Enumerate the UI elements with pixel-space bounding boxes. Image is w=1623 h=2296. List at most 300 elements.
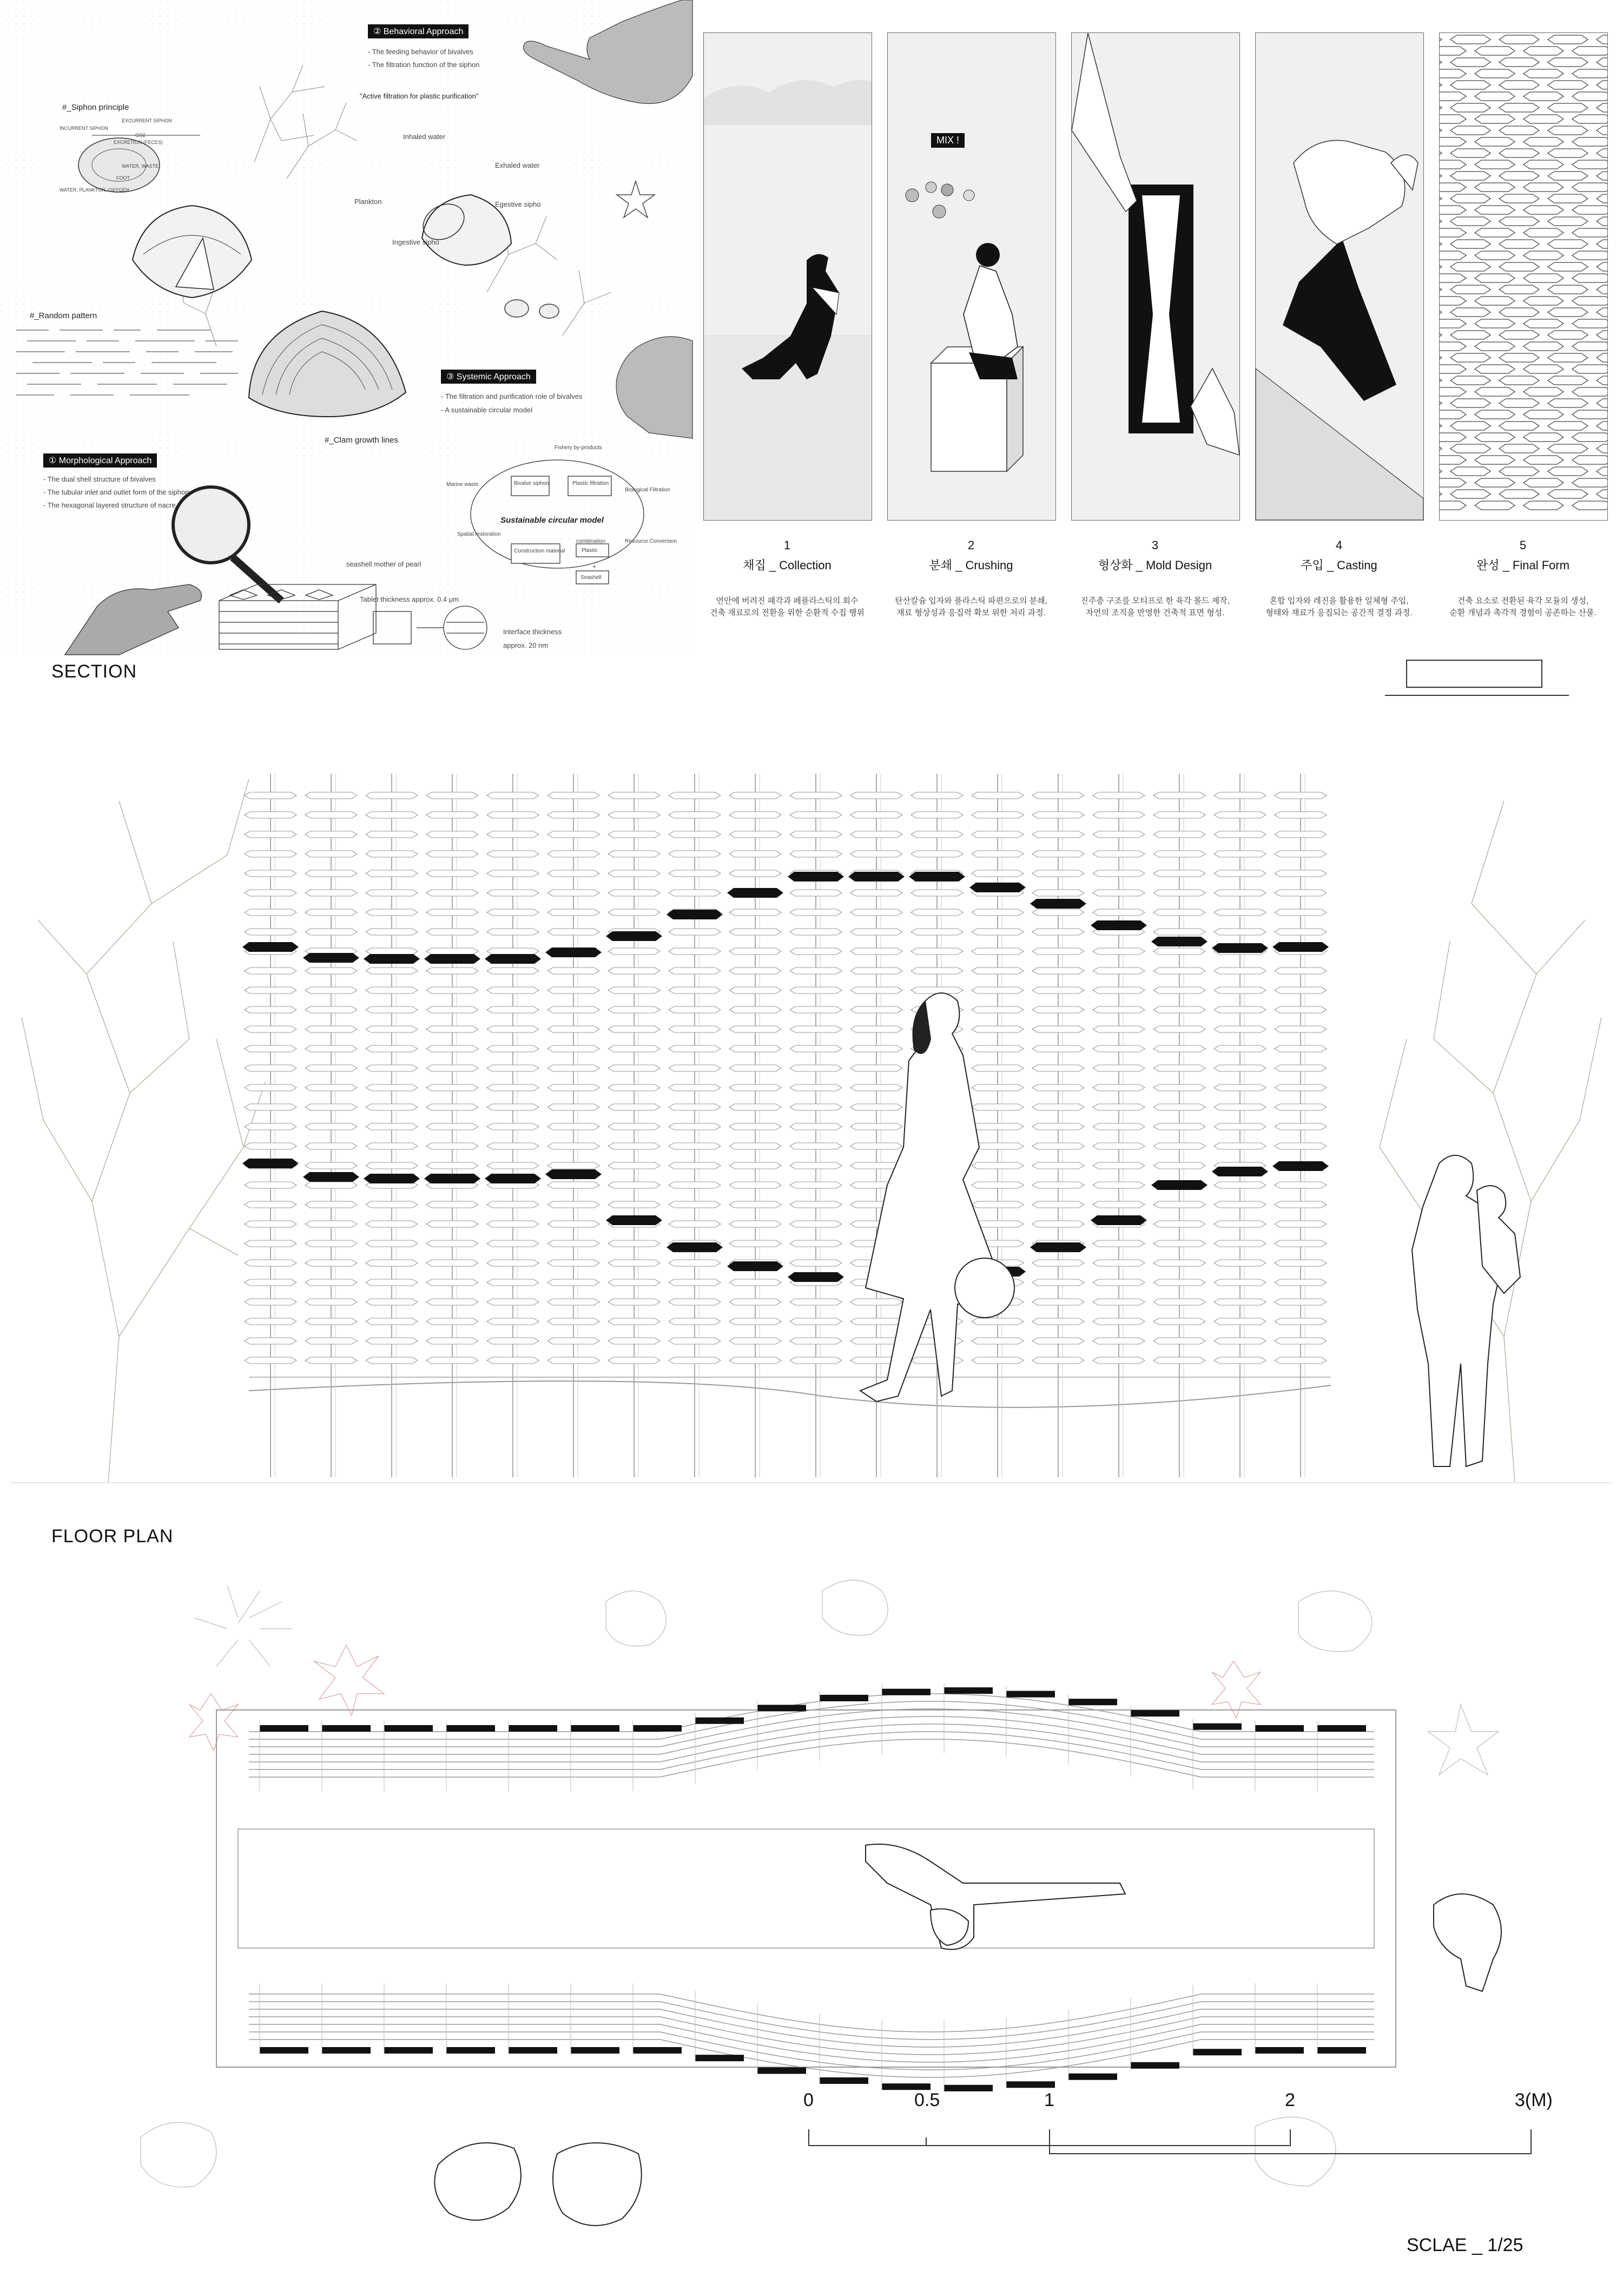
shell-plate bbox=[487, 1006, 539, 1013]
shell-plate bbox=[1153, 968, 1205, 974]
shell-plate bbox=[305, 1123, 357, 1130]
shell-plate bbox=[547, 1182, 599, 1188]
hex-module bbox=[1450, 103, 1490, 112]
shell-plate bbox=[1214, 1338, 1266, 1344]
shell-plate bbox=[245, 1201, 296, 1208]
shell-plate bbox=[790, 1026, 842, 1032]
shell-plate bbox=[1214, 1065, 1266, 1071]
shell-plate bbox=[850, 987, 902, 994]
shell-plate bbox=[729, 929, 781, 935]
shell-plate bbox=[1214, 1357, 1266, 1364]
shell-plate bbox=[972, 812, 1024, 818]
tree-left bbox=[22, 779, 265, 1483]
shell-plate bbox=[972, 1006, 1024, 1013]
shell-plate bbox=[850, 929, 902, 935]
nacre-block bbox=[214, 579, 387, 655]
shell-plate bbox=[1093, 831, 1145, 838]
shell-plate bbox=[1153, 948, 1205, 955]
hand-sketch-2 bbox=[584, 325, 692, 444]
shell-plate bbox=[426, 1279, 478, 1286]
shell-plate bbox=[729, 1338, 781, 1344]
shell-plate bbox=[1153, 1338, 1205, 1344]
hex-module bbox=[1499, 35, 1539, 44]
plate-accent bbox=[446, 1725, 495, 1732]
shell-plate bbox=[972, 870, 1024, 877]
hex-module bbox=[1439, 342, 1466, 351]
shell-plate bbox=[487, 1240, 539, 1247]
shell-plate bbox=[608, 1240, 660, 1247]
hex-module bbox=[1548, 331, 1588, 339]
clam-shell-large bbox=[241, 300, 414, 425]
shell-plate bbox=[972, 1162, 1024, 1169]
shell-plate bbox=[1214, 1260, 1266, 1266]
shell-plate bbox=[669, 1006, 721, 1013]
siphon-label: EXCURRENT SIPHON bbox=[122, 118, 172, 123]
shell-plate-accent bbox=[1151, 937, 1208, 946]
shell-plate bbox=[305, 1338, 357, 1344]
hex-module bbox=[1439, 69, 1466, 78]
shell-plate bbox=[729, 968, 781, 974]
shell-plate bbox=[366, 1279, 418, 1286]
shell-plate bbox=[366, 1338, 418, 1344]
mold-illustration bbox=[1072, 33, 1239, 520]
shell-plate bbox=[1153, 1084, 1205, 1091]
shell-plate bbox=[305, 987, 357, 994]
shell-plate bbox=[245, 1357, 296, 1364]
behavioral-quote: "Active filtration for plastic purification" bbox=[360, 92, 479, 100]
shell-plate bbox=[366, 870, 418, 877]
hex-module bbox=[1439, 376, 1442, 385]
shell-plate bbox=[972, 929, 1024, 935]
hex-module bbox=[1596, 35, 1608, 44]
behavioral-label: Egestive sipho bbox=[495, 200, 541, 208]
shell-plate bbox=[729, 1026, 781, 1032]
hex-module bbox=[1475, 342, 1515, 351]
shell-plate bbox=[1032, 1104, 1084, 1110]
plate-accent bbox=[322, 2047, 371, 2054]
shell-plate bbox=[850, 1104, 902, 1110]
hex-module bbox=[1475, 501, 1515, 510]
scale-bar bbox=[806, 2116, 1563, 2159]
shell-plate bbox=[608, 792, 660, 799]
shell-plate bbox=[790, 1162, 842, 1169]
morphological-approach-tag: ① Morphological Approach bbox=[43, 453, 157, 468]
shell-plate bbox=[426, 1162, 478, 1169]
shell-plate bbox=[1032, 929, 1084, 935]
shell-plate bbox=[1153, 890, 1205, 896]
shell-plate bbox=[850, 948, 902, 955]
shell-plate-accent bbox=[727, 1261, 783, 1271]
shell-plate bbox=[245, 812, 296, 818]
shell-plate bbox=[1032, 792, 1084, 799]
shell-plate bbox=[1032, 1084, 1084, 1091]
hex-module bbox=[1439, 353, 1442, 362]
hex-module bbox=[1596, 262, 1608, 271]
person-plan-view bbox=[1434, 1894, 1501, 1991]
shell-plate bbox=[245, 987, 296, 994]
shell-plate bbox=[1214, 1104, 1266, 1110]
hex-module bbox=[1439, 501, 1466, 510]
shell-plate bbox=[972, 1123, 1024, 1130]
shell-plate bbox=[1275, 1084, 1327, 1091]
hex-module bbox=[1596, 217, 1608, 226]
shell-plate bbox=[547, 929, 599, 935]
hex-module bbox=[1499, 262, 1539, 271]
shell-plate bbox=[305, 1143, 357, 1149]
shell-plate bbox=[1275, 968, 1327, 974]
shell-plate bbox=[1093, 1045, 1145, 1052]
shell-plate bbox=[669, 792, 721, 799]
shell-plate bbox=[1032, 1357, 1084, 1364]
shell-plate bbox=[1093, 1201, 1145, 1208]
hex-module bbox=[1499, 126, 1539, 135]
shell-plate bbox=[911, 812, 963, 818]
hex-module bbox=[1439, 444, 1442, 453]
hex-module bbox=[1499, 353, 1539, 362]
shell-plate bbox=[1093, 1318, 1145, 1325]
shell-plate bbox=[972, 1357, 1024, 1364]
hex-module bbox=[1596, 194, 1608, 203]
hex-module bbox=[1596, 490, 1608, 498]
hex-module bbox=[1596, 331, 1608, 339]
hex-module bbox=[1499, 308, 1539, 317]
shell-plate bbox=[305, 1260, 357, 1266]
hex-module bbox=[1548, 467, 1588, 476]
shell-plate bbox=[1093, 1260, 1145, 1266]
hex-module bbox=[1439, 172, 1442, 180]
plate-accent bbox=[322, 1725, 371, 1732]
behavioral-label: Inhaled water bbox=[403, 133, 446, 141]
hex-module bbox=[1475, 183, 1515, 192]
shell-plate bbox=[1032, 1338, 1084, 1344]
final-form-illustration bbox=[1440, 33, 1607, 520]
shell-plate bbox=[245, 1182, 296, 1188]
shell-plate bbox=[850, 890, 902, 896]
shell-plate bbox=[366, 1201, 418, 1208]
shell-plate bbox=[850, 1045, 902, 1052]
shell-plate bbox=[911, 831, 963, 838]
plate-accent bbox=[820, 2077, 868, 2084]
shell-plate bbox=[669, 1338, 721, 1344]
hex-module bbox=[1439, 206, 1466, 214]
shell-plate-accent bbox=[1272, 1161, 1329, 1171]
shell-plate bbox=[245, 831, 296, 838]
shell-plate bbox=[547, 968, 599, 974]
step-number: 3 bbox=[1151, 538, 1159, 552]
shell-plate bbox=[911, 909, 963, 916]
hex-module bbox=[1572, 297, 1608, 305]
morphological-item: - The tubular inlet and outlet form of the siphon bbox=[43, 488, 189, 496]
shell-plate bbox=[547, 1201, 599, 1208]
step-title: 형상화 _ Mold Design bbox=[1098, 558, 1212, 572]
hex-module bbox=[1548, 194, 1588, 203]
random-pattern-title: #_Random pattern bbox=[30, 311, 97, 320]
shell-plate bbox=[426, 1240, 478, 1247]
shell-plate bbox=[487, 1065, 539, 1071]
hex-module bbox=[1439, 217, 1442, 226]
hex-module bbox=[1572, 387, 1608, 396]
shell-plate bbox=[366, 1045, 418, 1052]
hex-module bbox=[1450, 399, 1490, 407]
hex-module bbox=[1548, 172, 1588, 180]
hex-module bbox=[1523, 69, 1563, 78]
process-panel-final bbox=[1439, 32, 1608, 521]
shell-plate bbox=[366, 1006, 418, 1013]
model-node: Plastic filtration bbox=[572, 481, 609, 486]
shell-plate bbox=[245, 890, 296, 896]
shell-plate bbox=[1032, 812, 1084, 818]
hex-module bbox=[1499, 194, 1539, 203]
shell-plate bbox=[426, 1065, 478, 1071]
shell-plate bbox=[1275, 1182, 1327, 1188]
hex-module bbox=[1596, 422, 1608, 430]
shell-plate bbox=[426, 1104, 478, 1110]
shell-plate bbox=[305, 851, 357, 857]
plate-accent bbox=[1317, 2047, 1366, 2054]
hex-module bbox=[1572, 319, 1608, 328]
shell-plate bbox=[1275, 1006, 1327, 1013]
hex-module bbox=[1475, 387, 1515, 396]
shell-plate bbox=[608, 1006, 660, 1013]
hex-module bbox=[1499, 376, 1539, 385]
shell-plate bbox=[426, 851, 478, 857]
shell-plate bbox=[1153, 1240, 1205, 1247]
shell-plate bbox=[729, 948, 781, 955]
shell-plate bbox=[790, 1318, 842, 1325]
hex-module bbox=[1596, 126, 1608, 135]
shell-plate bbox=[850, 1026, 902, 1032]
hex-module bbox=[1572, 456, 1608, 464]
hex-module bbox=[1523, 342, 1563, 351]
shell-plate bbox=[426, 1026, 478, 1032]
hex-module bbox=[1450, 240, 1490, 248]
shell-plate bbox=[972, 1318, 1024, 1325]
siphon-label: WATER, WASTE bbox=[122, 163, 159, 169]
shell-plate bbox=[547, 831, 599, 838]
shell-plate bbox=[850, 1143, 902, 1149]
hex-module bbox=[1450, 58, 1490, 67]
shell-plate-accent bbox=[545, 1169, 602, 1179]
shell-plate bbox=[608, 1026, 660, 1032]
shell-plate bbox=[487, 968, 539, 974]
tree-right bbox=[1380, 801, 1601, 1483]
shell-plate bbox=[790, 1201, 842, 1208]
hex-module bbox=[1499, 331, 1539, 339]
shell-plate bbox=[245, 851, 296, 857]
shell-plate bbox=[547, 1123, 599, 1130]
shell-plate bbox=[729, 812, 781, 818]
shell-plate bbox=[608, 1143, 660, 1149]
shell-plate bbox=[547, 909, 599, 916]
shell-plate bbox=[487, 870, 539, 877]
shell-plate bbox=[911, 948, 963, 955]
step-number: 1 bbox=[783, 538, 791, 552]
hex-module bbox=[1439, 399, 1442, 407]
shell-plate bbox=[1275, 909, 1327, 916]
shell-plate bbox=[669, 851, 721, 857]
shell-plate bbox=[669, 1221, 721, 1227]
shell-plate bbox=[972, 1338, 1024, 1344]
shell-plate bbox=[366, 1318, 418, 1325]
shell-plate bbox=[305, 1318, 357, 1325]
shell-plate bbox=[245, 792, 296, 799]
mix-label: MIX ! bbox=[931, 133, 965, 148]
shell-plate bbox=[608, 870, 660, 877]
shell-plate bbox=[1153, 1279, 1205, 1286]
siphon-label: FOOT bbox=[116, 175, 130, 181]
shell-plate bbox=[1275, 831, 1327, 838]
step-number: 4 bbox=[1335, 538, 1343, 552]
shell-plate bbox=[790, 987, 842, 994]
shell-plate-accent bbox=[667, 1242, 723, 1252]
plate-accent bbox=[633, 1725, 682, 1732]
shell-plate bbox=[1153, 1221, 1205, 1227]
shell-plate bbox=[426, 870, 478, 877]
hex-module bbox=[1548, 262, 1588, 271]
shell-plate bbox=[245, 1065, 296, 1071]
shell-plate bbox=[1214, 987, 1266, 994]
hex-module bbox=[1475, 206, 1515, 214]
shell-plate bbox=[426, 987, 478, 994]
shell-plate bbox=[850, 1006, 902, 1013]
shell-plate bbox=[850, 851, 902, 857]
shell-plate bbox=[1153, 851, 1205, 857]
shell-plate-accent bbox=[303, 953, 359, 963]
shell-plate bbox=[1032, 1260, 1084, 1266]
process-panel-crushing bbox=[887, 32, 1056, 521]
plate-row bbox=[249, 2002, 1374, 2040]
shell-plate bbox=[669, 1299, 721, 1305]
shell-plate bbox=[1032, 1162, 1084, 1169]
shell-plate bbox=[245, 1260, 296, 1266]
hex-module bbox=[1439, 160, 1466, 169]
shell-plate bbox=[305, 1065, 357, 1071]
shell-plate bbox=[366, 1143, 418, 1149]
shell-plate bbox=[790, 1143, 842, 1149]
scale-tick-0: 0 bbox=[803, 2090, 814, 2110]
shell-plate bbox=[1153, 812, 1205, 818]
shell-plate bbox=[1093, 1338, 1145, 1344]
hex-module bbox=[1572, 365, 1608, 373]
shell-plate bbox=[366, 792, 418, 799]
shell-plate bbox=[911, 890, 963, 896]
shell-plate bbox=[1214, 1279, 1266, 1286]
hand-sketch bbox=[498, 0, 692, 173]
shell-plate bbox=[487, 1279, 539, 1286]
shell-plate bbox=[729, 1299, 781, 1305]
shell-plate bbox=[487, 1318, 539, 1325]
shell-plate bbox=[366, 1240, 418, 1247]
hex-module bbox=[1439, 433, 1466, 442]
morphological-item: - The dual shell structure of bivalves bbox=[43, 475, 156, 483]
hex-module bbox=[1475, 433, 1515, 442]
shell-plate bbox=[911, 792, 963, 799]
step-title: 분쇄 _ Crushing bbox=[929, 558, 1013, 572]
shell-plate-accent bbox=[1151, 1180, 1208, 1190]
hex-module bbox=[1499, 81, 1539, 89]
shell-plate bbox=[972, 1026, 1024, 1032]
shell-plate bbox=[729, 1123, 781, 1130]
hex-module bbox=[1475, 228, 1515, 237]
shell-plate bbox=[729, 1045, 781, 1052]
shell-plate bbox=[790, 1182, 842, 1188]
hex-module bbox=[1475, 410, 1515, 419]
shell-plate bbox=[1093, 792, 1145, 799]
model-edge-label: Spatial restoration bbox=[457, 531, 501, 537]
shell-plate bbox=[608, 1045, 660, 1052]
shell-plate bbox=[1275, 1221, 1327, 1227]
shell-plate bbox=[1275, 1318, 1327, 1325]
shell-plate bbox=[1093, 1182, 1145, 1188]
hex-module bbox=[1439, 115, 1466, 123]
step-description: 진주층 구조를 모티프로 한 육각 몰드 제작, 자연의 조직을 반영한 건축적 표면 형성. bbox=[1080, 596, 1230, 617]
shell-plate bbox=[1032, 1279, 1084, 1286]
hex-module bbox=[1548, 285, 1588, 294]
hex-module bbox=[1450, 376, 1490, 385]
behavioral-label: Ingestive sipho bbox=[392, 238, 439, 246]
shell-plate bbox=[1275, 870, 1327, 877]
shell-plate bbox=[1153, 1201, 1205, 1208]
shell-plate bbox=[608, 812, 660, 818]
shell-plate bbox=[1153, 929, 1205, 935]
shell-plate bbox=[972, 831, 1024, 838]
hex-module bbox=[1596, 149, 1608, 157]
shell-plate bbox=[1093, 1240, 1145, 1247]
shell-plate-accent bbox=[1272, 942, 1329, 952]
shell-plate bbox=[426, 1201, 478, 1208]
behavioral-label: Exhaled water bbox=[495, 161, 540, 169]
plate-accent bbox=[944, 1687, 993, 1694]
hex-module bbox=[1439, 331, 1442, 339]
hex-module bbox=[1572, 478, 1608, 487]
hex-module bbox=[1439, 456, 1466, 464]
shell-plate bbox=[669, 1357, 721, 1364]
hex-module bbox=[1548, 35, 1588, 44]
shell-plate bbox=[547, 987, 599, 994]
shell-plate bbox=[305, 870, 357, 877]
plate-accent bbox=[944, 2085, 993, 2091]
nacre-label: seashell mother of pearl bbox=[346, 560, 421, 568]
shell-plate bbox=[608, 1318, 660, 1325]
shell-plate bbox=[366, 929, 418, 935]
hex-module bbox=[1450, 308, 1490, 317]
hex-module bbox=[1596, 58, 1608, 67]
hex-module bbox=[1439, 478, 1466, 487]
shell-plate-accent bbox=[1030, 899, 1086, 909]
siphon-label: CO2 bbox=[135, 133, 146, 138]
shell-plate bbox=[366, 948, 418, 955]
hex-module bbox=[1439, 81, 1442, 89]
shell-plate bbox=[1032, 831, 1084, 838]
shell-plate bbox=[1214, 1026, 1266, 1032]
shell-plate bbox=[1153, 1260, 1205, 1266]
shell-plate bbox=[1032, 890, 1084, 896]
walkway bbox=[238, 1829, 1374, 1948]
shell-plate bbox=[1275, 890, 1327, 896]
hex-module bbox=[1596, 444, 1608, 453]
shell-plate bbox=[850, 909, 902, 916]
shell-plate bbox=[426, 890, 478, 896]
shell-plate bbox=[850, 792, 902, 799]
hex-module bbox=[1475, 365, 1515, 373]
hex-module bbox=[1439, 137, 1466, 146]
shell-plate bbox=[245, 1104, 296, 1110]
shell-plate bbox=[487, 1338, 539, 1344]
shell-plate bbox=[911, 851, 963, 857]
hex-module bbox=[1439, 422, 1442, 430]
shell-plate bbox=[669, 1104, 721, 1110]
hex-module bbox=[1475, 160, 1515, 169]
